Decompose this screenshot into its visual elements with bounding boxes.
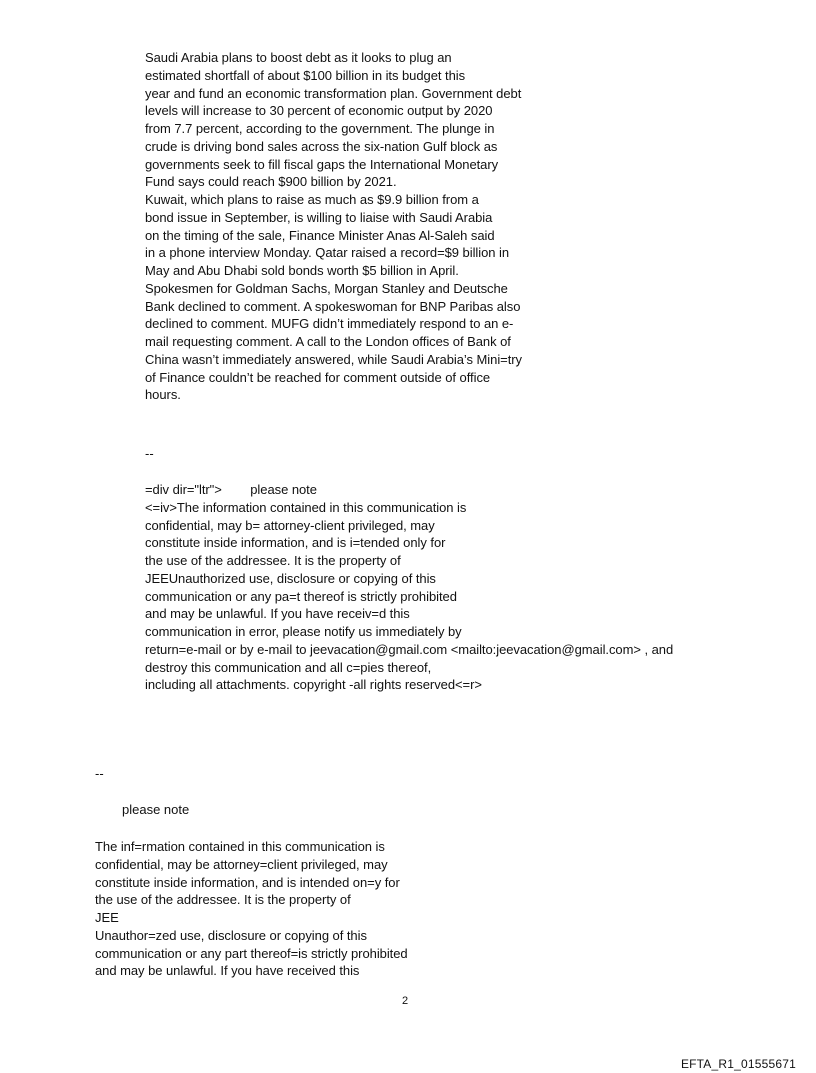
article-line: Saudi Arabia plans to boost debt as it looks to plug an (145, 50, 452, 65)
article-line: year and fund an economic transformation plan. Government debt (145, 85, 522, 101)
article-body (145, 49, 522, 404)
disclaimer-block (95, 838, 408, 980)
disclaimer-line: Unauthor=zed use, disclosure or copying of this (95, 927, 367, 943)
article-line: on the timing of the sale, Finance Minister Anas Al-Saleh said (145, 227, 495, 243)
article-line: of Finance couldn’t be reached for comment outside of office (145, 369, 491, 385)
disclaimer-line: <=iv>The information contained in this communication is (145, 499, 467, 515)
article-line: crude is driving bond sales across the six-nation Gulf block as (145, 138, 498, 154)
please-note-heading: please note (122, 802, 190, 817)
article-line: bond issue in September, is willing to liaise with Saudi Arabia (145, 209, 493, 225)
article-line: May and Abu Dhabi sold bonds worth $5 billion in April. (145, 263, 459, 278)
article-separator: -- (145, 446, 154, 461)
article-line: declined to comment. MUFG didn’t immediately respond to an e- (145, 316, 514, 332)
article-line: governments seek to fill fiscal gaps the International Monetary (145, 156, 499, 172)
disclaimer-line: The inf=rmation contained in this communication is (95, 839, 385, 854)
article-line: mail requesting comment. A call to the London offices of Bank of (145, 334, 511, 349)
article-line: Spokesmen for Goldman Sachs, Morgan Stanley and Deutsche (145, 280, 508, 296)
article-line: Bank declined to comment. A spokeswoman for BNP Paribas also (145, 298, 521, 314)
disclaimer-line: constitute inside information, and is intended on=y for (95, 874, 400, 890)
disclaimer-line: communication in error, please notify us immediately by (145, 624, 462, 639)
disclaimer-line: communication or any part thereof=is strictly prohibited (95, 945, 408, 961)
disclaimer-line: constitute inside information, and is i=tended only for (145, 535, 446, 551)
disclaimer-line: including all attachments. copyright -all rights reserved<=r> (145, 677, 482, 693)
article-line: from 7.7 percent, according to the government. The plunge in (145, 121, 495, 136)
disclaimer-line: return=e-mail or by e-mail to jeevacation@gmail.com <mailto:jeevacation@gmail.com> , and (145, 641, 674, 657)
disclaimer-line: destroy this communication and all c=pies thereof, (145, 659, 432, 675)
disclaimer-line: JEEUnauthorized use, disclosure or copying of this (145, 570, 436, 586)
disclaimer-block-quoted (145, 481, 673, 694)
disclaimer-line: communication or any pa=t thereof is strictly prohibited (145, 588, 457, 604)
disclaimer-line: the use of the addressee. It is the property of (95, 892, 351, 908)
disclaimer-line: confidential, may b= attorney-client privileged, may (145, 517, 435, 533)
article-line: Fund says could reach $900 billion by 2021. (145, 174, 397, 190)
disclaimer-line: JEE (95, 910, 119, 925)
disclaimer-line: =div dir="ltr"> please note (145, 482, 317, 497)
article-line: Kuwait, which plans to raise as much as $9.9 billion from a (145, 192, 479, 207)
disclaimer-line: and may be unlawful. If you have received this (95, 963, 360, 979)
article-line: hours. (145, 387, 181, 403)
page-number: 2 (402, 995, 409, 1007)
article-line: in a phone interview Monday. Qatar raised a record=$9 billion in (145, 245, 510, 261)
article-line: China wasn’t immediately answered, while Saudi Arabia’s Mini=try (145, 351, 522, 367)
document-id: EFTA_R1_01555671 (680, 1057, 796, 1071)
disclaimer-line: and may be unlawful. If you have receiv=d this (145, 606, 410, 622)
article-line: estimated shortfall of about $100 billion in its budget this (145, 67, 466, 83)
disclaimer-line: confidential, may be attorney=client privileged, may (95, 856, 388, 872)
signature-separator: -- (95, 766, 104, 781)
disclaimer-line: the use of the addressee. It is the property of (145, 553, 401, 568)
article-line: levels will increase to 30 percent of economic output by 2020 (145, 103, 493, 119)
